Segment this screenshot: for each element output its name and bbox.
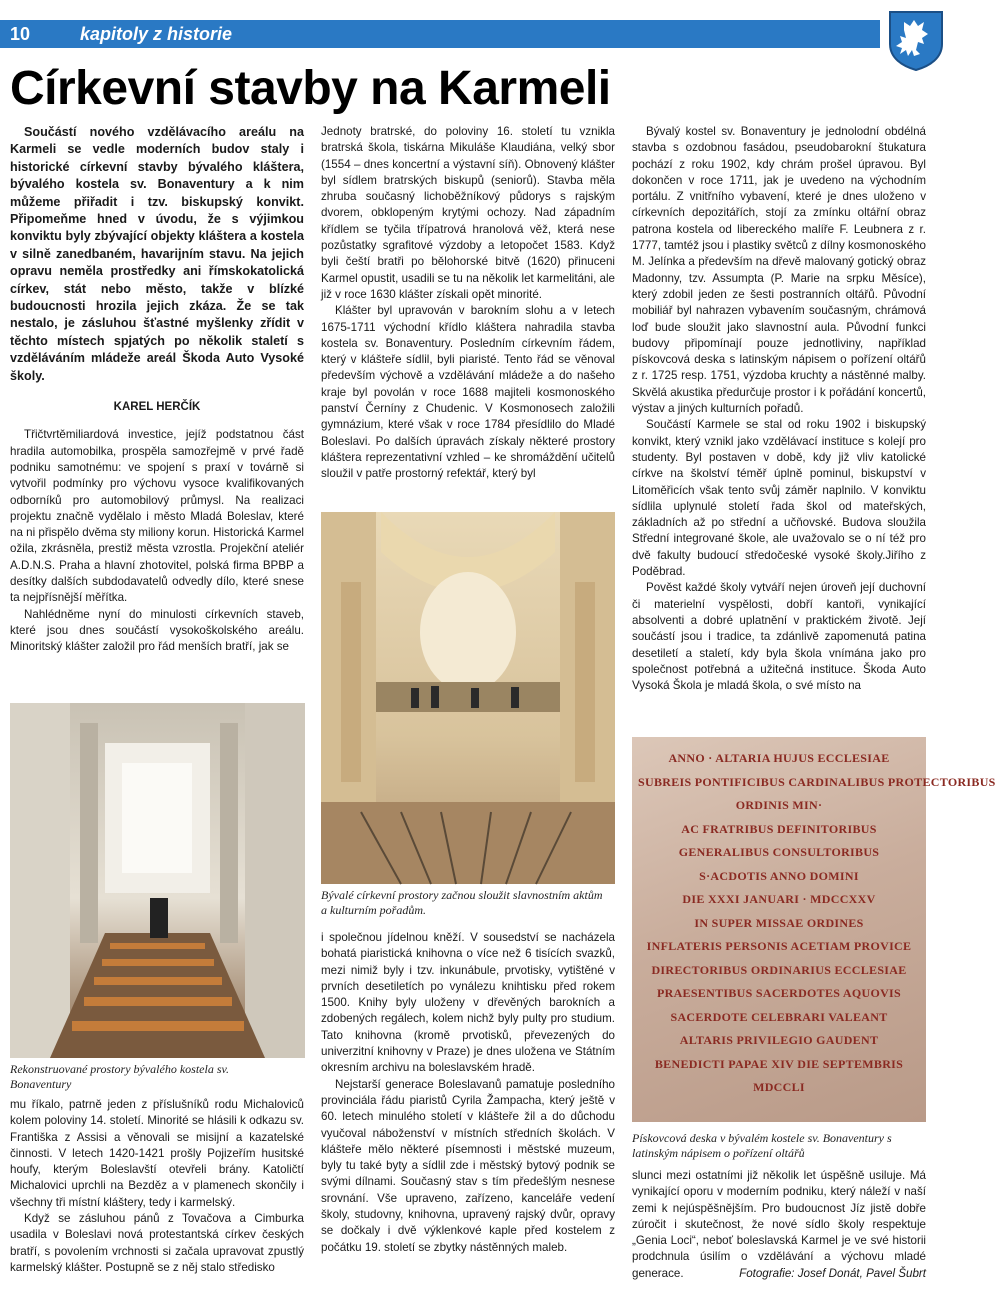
col2-paragraph-4: Nejstarší generace Boleslavanů pamatuje posledního provinciála řádu piaristů Cyrila Žampacha, který ještě v 60. letech minulého století v klášteře žil a do důchodu vyučoval náboženství v místních středních školách. V klášteře mělo některé písemnosti i městské muzeum, byly tu také byty a sídlil zde i městský bytový podnik se svými dílnami. Současný stav s tím předešlým nesnese srovnání. Vše upraveno, zařízeno, kanceláře vedení školy, studovny, knihovna, upravený rajský dvůr, opravy se dočkaly i dvě výklenkové kaple před kostelem z počátku 19. století se zbytky nástěnných maleb. [321, 1077, 615, 1254]
inscription-line: IN SUPER MISSAE ORDINES [694, 915, 864, 930]
col1-paragraph-1: Třičtvrtěmiliardová investice, jejíž podstatnou část hradila automobilka, prospěla samozřejmě v prvé řadě podniku samotnému: ve spojení s praxí v továrně si vytvořil podmínky pro výchovu vysoce kvalifikovaných odborníků pro automobilový průmysl. Na realizaci projektu značně vydělalo i město Mladá Boleslav, které na ni přispělo dvěma sty miliony korun. Historická Karmel ožila, zkrásněla, prestiž města vzrostla. Projekční ateliér A.D.N.S. Praha a hlavní zhotovitel, polská firma BPBP a desítky dalších subdodavatelů odvedly dílo, které snese ta nejpřísnější měřítka. [10, 428, 304, 605]
page-number: 10 [10, 24, 31, 44]
inscription-line: DIRECTORIBUS ORDINARIUS ECCLESIAE [651, 962, 907, 977]
caption-inscription-photo: Pískovcová deska v bývalém kostele sv. Bonaventury s latinským nápisem o pořízení oltářů [632, 1131, 892, 1160]
column-1 [10, 124, 304, 656]
col1-paragraph-2: Nahlédněme nyní do minulosti církevních staveb, které jsou dnes součástí vysokoškolského areálu. Minoritský klášter založil pro řád menších bratří, jak se [10, 607, 304, 654]
baroque-hall-photo [321, 512, 615, 884]
caption-hall-photo: Rekonstruované prostory bývalého kostela sv. Bonaventury [10, 1062, 229, 1091]
inscription-line: SUBREIS PONTIFICIBUS CARDINALIBUS PROTECTORIBUS [638, 774, 996, 789]
col1-paragraph-4: Když se zásluhou pánů z Tovačova a Cimburka usadila v Boleslavi nová protestantská církev českých bratří, s povolením vrchnosti si začala upravovat zpustlý karmelský klášter. Postupně se z něj stalo středisko [10, 1212, 304, 1274]
inscription-photo [632, 737, 996, 1122]
inscription-line: INFLATERIS PERSONIS ACETIAM PROVICE [646, 939, 912, 953]
inscription-text [632, 737, 996, 1110]
col2-paragraph-1: Jednoty bratrské, do poloviny 16. století tu vznikla bratrská škola, tiskárna Mikuláše Klaudiána, velký sbor (1554 – dnes koncertní a výstavní síň). Obnovený klášter byl sídlem bratrských biskupů (seniorů). Stavba měla zhruba současný lichoběžníkový půdorys s rajským dvorem, obklopeným krytými ochozy. Nad západním křídlem se tyčila třípatrová hranolová věž, která nese pozůstatky sgrafitové výzdoby a letopočet 1583. Když byli čeští bratři po bělohorské bitvě (1620) přinuceni Karmel opustit, usadili se tu na několik let karmelitáni, ale již v roce 1630 klášter získali opět minorité. [321, 125, 615, 301]
bohemian-lion-crest-icon [884, 8, 948, 72]
inscription-line: S·ACDOTIS ANNO DOMINI [699, 868, 859, 883]
inscription-line: AC FRATRIBUS DEFINITORIBUS [681, 821, 877, 836]
col2-paragraph-3: i společnou jídelnou kněží. V sousedství se nacházela bohatá piaristická knihovna o více než 6 tisících svazků, mezi nimiž byly i tzv. inkunábule, prvotisky, vytištěné v prvních desetiletích po vynálezu knihtisku před rokem 1500. Knihy byly uloženy v dřevěných barokních a zdobených regálech, kolem nichž byly pulty pro studium. Tato knihovna (kromě prvotisků, převezených do univerzitní knihovny v Praze) je dnes uložena ve Státním okresním archivu na boleslavském hradě. [321, 931, 615, 1075]
col3-closing-text: slunci mezi ostatními již několik let úspěšně usiluje. Má vynikající oporu v moderním podniku, který náleží v naší zemi k nejúspěšnějším. Pro budoucnost Jíz jistě dobře zúročit i skutečnost, že nové sídlo školy respektuje „Genia Loci“, neboť boleslavská Karmel je ve své historii prodchnula úsilím o vzdělávání a výchovu mladé generace. [632, 1169, 926, 1280]
col3-paragraph-3: Pověst každé školy vytváří nejen úroveň její duchovní či materielní vyspělosti, dobří kantoři, vynikající absolventi a dobré uplatnění v praktickém životě. Její součástí jsou i tradice, ta zdánlivě zapomenutá patina desetiletí a staletí, kdy byla škola vnímána jako pro společnost potřebná a užitečná instituce. Škoda Auto Vysoká Škola je mladá škola, o své místo na [632, 581, 926, 693]
inscription-line: GENERALIBUS CONSULTORIBUS [678, 845, 880, 859]
lead-paragraph: Součástí nového vzdělávacího areálu na Karmeli se vedle moderních budov staly i historické církevní stavby bývalého kláštera, bývalého kostela sv. Bonaventury a k nim můžeme přiřadit i tzv. biskupský konvikt. Připomeňme hned v úvodu, že s výjimkou konviktu byly zbývající objekty kláštera a kostela v silně zanedbaném, havarijním stavu. Na jejich opravu neměla prostředky ani římskokatolická církev, stát nebo město, takže v blízké budoucnosti hrozila jejich zkáza. Že se tak nestalo, je zásluhou šťastné myšlenky zřídit v těchto místech spjatých po několik staletí s vzděláváním mládeže areál Škoda Auto Vysoké školy. [10, 125, 304, 383]
col3-paragraph-2: Součástí Karmele se stal od roku 1902 i biskupský konvikt, který vznikl jako vzdělávací instituce s kolejí pro studenty. Byl postaven v době, kdy již vliv katolické církve na školství téměř úplně pominul, biskupství v Litoměřicích však tento svůj záměr naplnilo. V konviktu sídlila uplynulé století řada škol od mateřských, základních až po střední a učňovské. Budova sloužila Střední integrované škole, ale uvažovalo se o ní též pro dvě fakulty budoucí středočeské vysoké školy.Jiřího z Poděbrad. [632, 418, 926, 579]
author-byline: KAREL HERČÍK [113, 401, 201, 414]
column-1-bottom [10, 1097, 304, 1276]
column-2 [321, 124, 615, 483]
inscription-line: DIE XXXI JANUARI · MDCCXXV [682, 892, 876, 906]
inscription-line: PRAESENTIBUS SACERDOTES AQUOVIS [656, 986, 902, 1000]
page-title: Církevní stavby na Karmeli [10, 62, 611, 115]
col3-paragraph-4 [632, 1168, 926, 1282]
col1-paragraph-3: mu říkalo, patrně jeden z příslušníků rodu Michaloviců kolem poloviny 14. století. Minorité se hlásili k odkazu sv. Františka z Assisi a věnovali se misijní a kazatelské činnosti. V letech 1420-1421 prošly Pojizeřím husitské houfy, kterým Boleslavští otevřeli brány. Katoličtí Michalovici uprchli na Bezděz a v plamenech skončily i všechny tři místní kláštery, tedy i karmelský. [10, 1098, 304, 1209]
photo-credit: Fotografie: Josef Donát, Pavel Šubrt [739, 1266, 926, 1280]
col2-paragraph-2: Klášter byl upravován v barokním slohu a v letech 1675-1711 východní křídlo kláštera nahradila stavba kostela sv. Bonaventury. Posledním církevním řádem, který v klášteře sídlil, byli piaristé. Tento řád se věnoval především výchově a vzdělávání mládeže a do našeho kraje byl povolán v roce 1688 majiteli kosmonoského panství Černíny z Chudenic. V Kosmonosech založili gymnázium, které však v roce 1784 přesídlilo do Mladé Boleslavi. Po dalších úpravách získaly některé prostory kláštera reprezentativní vzhled – ke shromáždění učitelů sloužil v patře prostorný refektář, který byl [321, 304, 615, 481]
inscription-line: BENEDICTI PAPAE XIV DIE SEPTEMBRIS [654, 1056, 904, 1071]
hall-photo [10, 703, 305, 1058]
inscription-line: ANNO · ALTARIA HUJUS ECCLESIAE [668, 751, 890, 765]
column-3 [632, 124, 926, 694]
column-3-bottom [632, 1168, 926, 1282]
inscription-line: SACERDOTE CELEBRARI VALEANT [670, 1009, 888, 1024]
inscription-line: ORDINIS MIN· [735, 798, 823, 812]
caption-baroque-hall-photo: Bývalé církevní prostory začnou sloužit slavnostním aktům a kulturním pořadům. [321, 888, 603, 917]
col3-paragraph-1: Bývalý kostel sv. Bonaventury je jednolodní obdélná stavba s ozdobnou fasádou, pseudobarokní štukatura pochází z roku 1902, kdy chrám prošel úpravou. Byl dokončen v roce 1711, jak je uvedeno na východním portálu. Z vnitřního vybavení, které je dnes uloženo v církevních depozitářích, stojí za zmínku oltářní obraz patrona kostela od libereckého malíře F. Leubnera z r. 1777, tamtéž jsou i plastiky světců z dílny kosmonoského M. Jelínka a především na dřevě malovaný gotický obraz Madonny, tzv. Assumpta (P. Marie na srpku Měsíce), který zdobil jeden ze šesti postranních oltářů. Původní mobiliář byl nahrazen vybavením současným, chrámová loď bude sloužit jako slavnostní aula. Původní funkci budovy připomínají pouze jednotliviny, například pískovcová deska s latinským nápisem o pořízení oltářů z r. 1725 resp. 1751, výzdoba kruchty a nástěnné malby. Skvělá akustika předurčuje prostor i k pořádání koncertů, výstav a jiných kulturních pořadů. [632, 125, 926, 416]
inscription-line: ALTARIS PRIVILEGIO GAUDENT [679, 1033, 879, 1047]
column-2-bottom [321, 930, 615, 1256]
inscription-line: MDCCLI [753, 1080, 805, 1094]
section-title: kapitoly z historie [80, 24, 233, 44]
